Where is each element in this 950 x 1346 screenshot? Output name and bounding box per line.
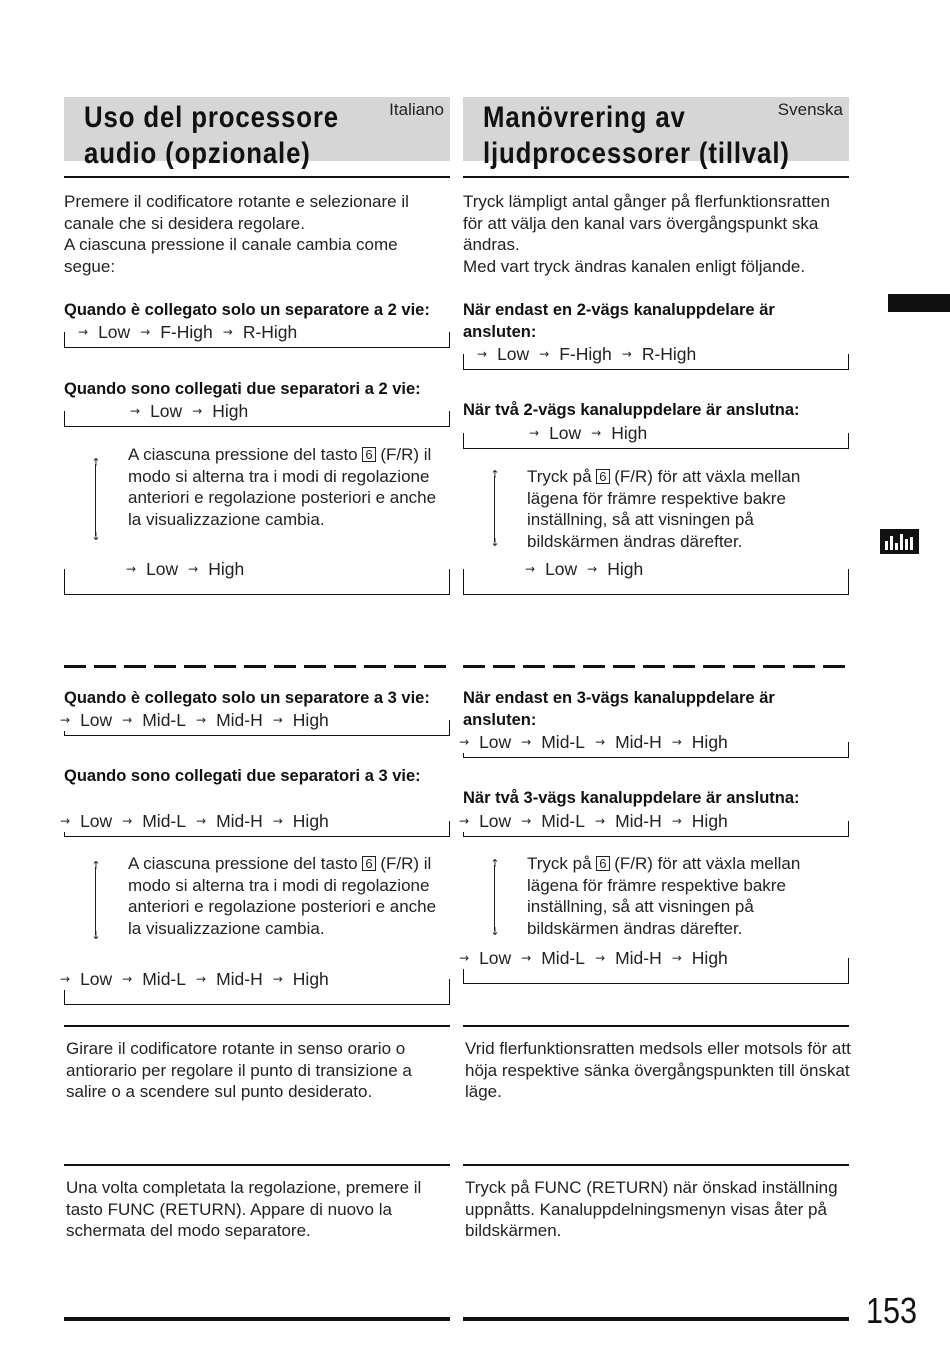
toggle-text: A ciascuna pressione del tasto 6 (F/R) il modo si alterna tra i modi di regolazione anteriori e regolazione posteriori e anche la visualizzazione cambia. [128, 854, 437, 938]
sequence-items [473, 343, 700, 365]
sep2-single-heading: När endast en 2-vägs kanaluppdelare är ansluten: [463, 301, 775, 341]
arrow-right-icon: → [196, 814, 207, 828]
arrow-right-icon: → [591, 426, 602, 440]
dashed-divider [64, 665, 450, 668]
arrow-right-icon: → [477, 347, 488, 361]
column-svenska [459, 0, 851, 1346]
channel-label: High [691, 732, 728, 752]
sep3-dual-heading: När två 3-vägs kanaluppdelare är anslutna: [463, 789, 800, 807]
section-divider [463, 1164, 849, 1166]
channel-label: Mid-L [142, 969, 186, 989]
sequence-loop-line [64, 411, 450, 427]
arrow-right-icon: → [60, 814, 71, 828]
arrow-right-icon: → [272, 713, 283, 727]
channel-label: Low [479, 948, 512, 968]
column-italiano [60, 0, 450, 1346]
arrow-right-icon: → [521, 735, 532, 749]
channel-label: High [212, 401, 249, 421]
arrow-right-icon: → [521, 951, 532, 965]
arrow-right-icon: → [595, 735, 606, 749]
arrow-right-icon: → [196, 972, 207, 986]
channel-label: Low [98, 322, 131, 342]
toggle-text: Tryck på 6 (F/R) för att växla mellan lägena för främre respektive bakre inställning, så att visningen på bildskärmen ändras därefter. [527, 854, 801, 938]
toggle-text: A ciascuna pressione del tasto 6 (F/R) il modo si alterna tra i modi di regolazione anteriori e regolazione posteriori e anche la visualizzazione cambia. [128, 445, 437, 529]
channel-label: Mid-L [142, 710, 186, 730]
arrow-right-icon: → [140, 325, 151, 339]
channel-label: Low [549, 423, 582, 443]
rotate-instruction: Vrid flerfunktionsratten medsols eller motsols för att höja respektive sänka övergångspunkten till önskat läge. [465, 1039, 851, 1101]
arrow-right-icon: → [621, 347, 632, 361]
arrow-right-icon: → [671, 814, 682, 828]
channel-label: Mid-H [615, 732, 662, 752]
sep3-dual-sequence-b [459, 947, 849, 983]
title-rule [64, 176, 450, 178]
sequence-items [525, 422, 651, 444]
key-6-icon: 6 [596, 469, 609, 484]
arrow-right-icon: → [459, 951, 470, 965]
channel-label: High [208, 559, 245, 579]
channel-label: High [292, 710, 329, 730]
channel-label: F-High [160, 322, 213, 342]
sep2-dual-heading: När två 2-vägs kanaluppdelare är anslutna: [463, 401, 800, 419]
sep3-dual-sequence-a [459, 810, 849, 836]
channel-label: Mid-L [541, 811, 585, 831]
channel-label: High [292, 969, 329, 989]
sep2-dual-sequence-b [64, 558, 450, 594]
sequence-items [56, 968, 333, 990]
channel-label: Mid-H [216, 710, 263, 730]
arrow-right-icon: → [122, 713, 133, 727]
front-rear-toggle-note-3way [64, 853, 450, 963]
channel-label: Low [479, 732, 512, 752]
sep3-single-heading: När endast en 3-vägs kanaluppdelare är ansluten: [463, 689, 775, 729]
sequence-items [56, 810, 333, 832]
channel-label: Mid-H [615, 948, 662, 968]
sep2-dual-sequence-a [64, 400, 450, 426]
channel-label: Mid-L [142, 811, 186, 831]
up-down-arrow-icon: ↑ ↓ [490, 468, 500, 549]
toggle-text: Tryck på 6 (F/R) för att växla mellan lägena för främre respektive bakre inställning, så att visningen på bildskärmen ändras därefter. [527, 467, 801, 551]
channel-label: Low [497, 344, 530, 364]
sep2-single-heading: Quando è collegato solo un separatore a 2 vie: [64, 301, 430, 319]
language-label: Svenska [777, 100, 843, 119]
sep3-dual-sequence-a [60, 810, 450, 836]
channel-label: Mid-L [541, 948, 585, 968]
intro-text: Tryck lämpligt antal gånger på flerfunktionsratten för att välja den kanal vars övergångspunkt ska ändras. Med vart tryck ändras kanalen enligt följande. [463, 192, 830, 276]
arrow-right-icon: → [122, 972, 133, 986]
arrow-right-icon: → [196, 713, 207, 727]
channel-label: Mid-L [541, 732, 585, 752]
channel-label: Low [80, 710, 113, 730]
arrow-right-icon: → [525, 562, 536, 576]
arrow-right-icon: → [122, 814, 133, 828]
sequence-items [521, 558, 647, 580]
arrow-right-icon: → [60, 972, 71, 986]
dashed-divider [463, 665, 849, 668]
arrow-right-icon: → [539, 347, 550, 361]
front-rear-toggle-note [64, 444, 450, 554]
channel-label: R-High [242, 322, 298, 342]
title-rule [463, 176, 849, 178]
arrow-right-icon: → [272, 814, 283, 828]
equalizer-icon [880, 529, 919, 554]
page-number: 153 [866, 1290, 918, 1331]
arrow-right-icon: → [671, 735, 682, 749]
arrow-right-icon: → [272, 972, 283, 986]
sequence-items [455, 947, 732, 969]
section-divider [64, 1164, 450, 1166]
front-rear-toggle-note [463, 466, 849, 556]
arrow-right-icon: → [459, 735, 470, 749]
arrow-right-icon: → [595, 814, 606, 828]
arrow-right-icon: → [521, 814, 532, 828]
sequence-items [122, 558, 248, 580]
arrow-right-icon: → [192, 404, 203, 418]
channel-label: Low [146, 559, 179, 579]
front-rear-toggle-note-3way [463, 853, 849, 943]
sep3-single-sequence [60, 709, 450, 735]
section-title: Uso del processore audio (opzionale) [84, 101, 339, 170]
arrow-right-icon: → [78, 325, 89, 339]
up-down-arrow-icon: ↑ ↓ [490, 857, 500, 938]
section-divider [64, 1025, 450, 1027]
bottom-rule [463, 1317, 849, 1321]
intro-text: Premere il codificatore rotante e selezionare il canale che si desidera regolare. A ciascuna pressione il canale cambia come segue: [64, 192, 409, 276]
section-divider [463, 1025, 849, 1027]
sep3-single-sequence [459, 731, 849, 757]
arrow-right-icon: → [60, 713, 71, 727]
arrow-right-icon: → [130, 404, 141, 418]
key-6-icon: 6 [596, 856, 609, 871]
up-down-arrow-icon: ↑ ↓ [91, 859, 101, 942]
sequence-items [126, 400, 252, 422]
channel-label: Mid-H [615, 811, 662, 831]
channel-label: Mid-H [216, 811, 263, 831]
channel-label: High [611, 423, 648, 443]
sep2-dual-heading: Quando sono collegati due separatori a 2 vie: [64, 380, 421, 398]
key-6-icon: 6 [362, 447, 375, 462]
arrow-right-icon: → [671, 951, 682, 965]
sep2-dual-sequence-a [463, 422, 849, 448]
channel-label: Low [80, 969, 113, 989]
section-title: Manövrering av ljudprocessorer (tillval) [483, 101, 790, 170]
channel-label: R-High [641, 344, 697, 364]
up-down-arrow-icon: ↑ ↓ [91, 456, 101, 543]
channel-label: Low [545, 559, 578, 579]
arrow-right-icon: → [529, 426, 540, 440]
channel-label: Low [150, 401, 183, 421]
sep2-dual-sequence-b [463, 558, 849, 594]
bottom-rule [64, 1317, 450, 1321]
arrow-right-icon: → [126, 562, 137, 576]
language-label: Italiano [389, 100, 444, 119]
func-instruction: Una volta completata la regolazione, premere il tasto FUNC (RETURN). Appare di nuovo la schermata del modo separatore. [66, 1178, 422, 1240]
sep3-single-heading: Quando è collegato solo un separatore a 3 vie: [64, 689, 430, 707]
sep3-dual-heading: Quando sono collegati due separatori a 3 vie: [64, 767, 421, 785]
channel-label: Low [80, 811, 113, 831]
arrow-right-icon: → [595, 951, 606, 965]
sequence-items [455, 731, 732, 753]
arrow-right-icon: → [222, 325, 233, 339]
channel-label: High [292, 811, 329, 831]
sequence-items [74, 321, 301, 343]
channel-label: Low [479, 811, 512, 831]
channel-label: High [691, 811, 728, 831]
arrow-right-icon: → [188, 562, 199, 576]
channel-label: F-High [559, 344, 612, 364]
sep3-dual-sequence-b [60, 968, 450, 1004]
sep2-single-sequence [64, 321, 450, 347]
arrow-right-icon: → [459, 814, 470, 828]
channel-label: High [691, 948, 728, 968]
arrow-right-icon: → [587, 562, 598, 576]
func-instruction: Tryck på FUNC (RETURN) när önskad inställning uppnåtts. Kanaluppdelningsmenyn visas åter på bildskärmen. [465, 1178, 838, 1240]
rotate-instruction: Girare il codificatore rotante in senso orario o antiorario per regolare il punto di transizione a salire o a scendere sul punto desiderato. [66, 1039, 412, 1101]
sequence-items [56, 709, 333, 731]
channel-label: High [607, 559, 644, 579]
sep2-single-sequence [463, 343, 849, 369]
sequence-loop-line [463, 433, 849, 449]
key-6-icon: 6 [362, 856, 375, 871]
channel-label: Mid-H [216, 969, 263, 989]
section-tab-marker [888, 294, 950, 312]
sequence-items [455, 810, 732, 832]
